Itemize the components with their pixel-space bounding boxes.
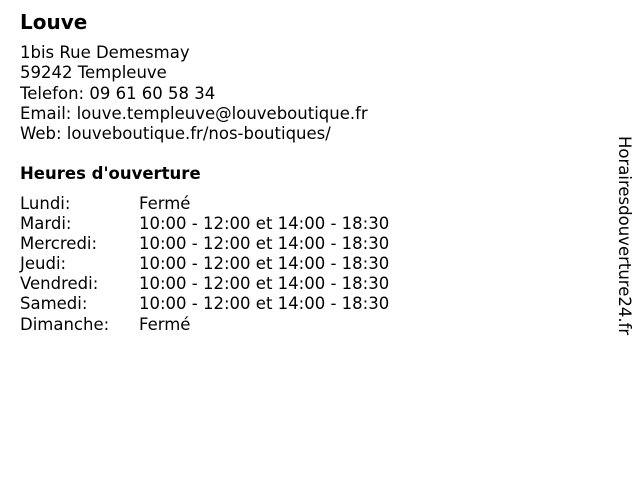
hours-time-value: Fermé bbox=[139, 194, 191, 213]
website-link: Web: louveboutique.fr/nos-boutiques/ bbox=[20, 124, 331, 144]
opening-hours-heading: Heures d'ouverture bbox=[20, 164, 201, 183]
hours-row-wednesday bbox=[20, 234, 389, 254]
hours-row-friday bbox=[20, 274, 389, 294]
brand-watermark bbox=[612, 136, 636, 346]
hours-day-label: Lundi: bbox=[20, 194, 71, 213]
opening-hours-table bbox=[20, 194, 389, 335]
brand-site-name: Horairesdouverture24.fr bbox=[615, 136, 634, 336]
hours-row-sunday bbox=[20, 315, 389, 335]
hours-time-value: 10:00 - 12:00 et 14:00 - 18:30 bbox=[139, 234, 390, 254]
hours-day-label: Mardi: bbox=[20, 214, 72, 234]
phone-number: Telefon: 09 61 60 58 34 bbox=[20, 83, 216, 103]
hours-row-tuesday bbox=[20, 214, 389, 234]
hours-time-value: 10:00 - 12:00 et 14:00 - 18:30 bbox=[139, 274, 390, 294]
hours-row-monday bbox=[20, 194, 389, 214]
hours-day-label: Vendredi: bbox=[20, 274, 99, 294]
hours-time-value: 10:00 - 12:00 et 14:00 - 18:30 bbox=[139, 294, 390, 314]
hours-day-label: Mercredi: bbox=[20, 234, 98, 254]
hours-time-value: Fermé bbox=[139, 314, 191, 334]
address-line-city: 59242 Templeuve bbox=[20, 63, 167, 83]
hours-time-value: 10:00 - 12:00 et 14:00 - 18:30 bbox=[139, 254, 390, 274]
hours-day-label: Jeudi: bbox=[20, 254, 67, 274]
hours-day-label: Dimanche: bbox=[20, 314, 110, 334]
hours-row-thursday bbox=[20, 254, 389, 274]
address-line-street: 1bis Rue Demesmay bbox=[20, 43, 190, 62]
hours-time-value: 10:00 - 12:00 et 14:00 - 18:30 bbox=[139, 214, 390, 234]
hours-day-label: Samedi: bbox=[20, 294, 88, 314]
store-contact bbox=[20, 43, 368, 144]
hours-row-saturday bbox=[20, 294, 389, 314]
email-address: Email: louve.templeuve@louveboutique.fr bbox=[20, 103, 368, 123]
store-name: Louve bbox=[20, 10, 88, 34]
